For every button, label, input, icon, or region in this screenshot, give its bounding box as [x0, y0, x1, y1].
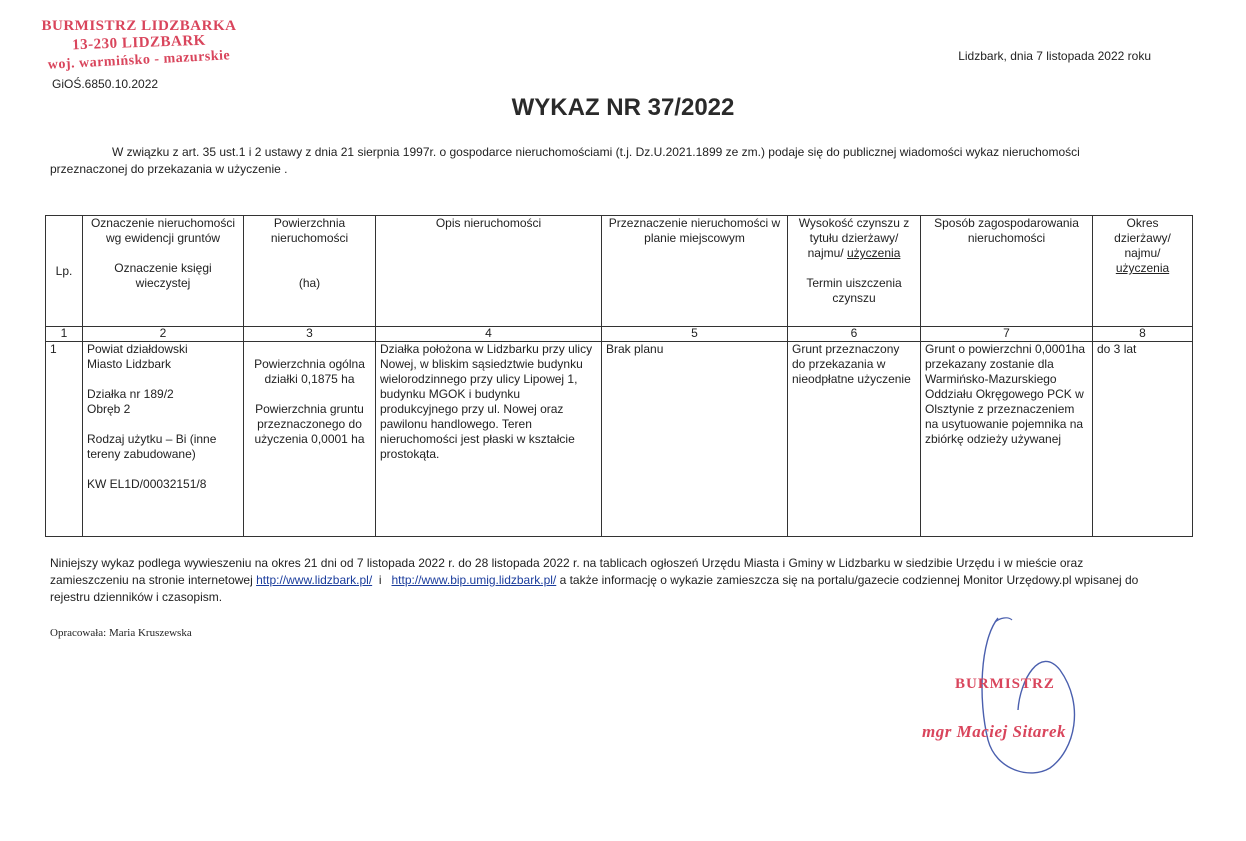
property-list-table — [45, 215, 1193, 537]
column-number: 7 — [921, 327, 1093, 342]
header-description: Opis nieruchomości — [376, 216, 602, 327]
header-area-label: Powierzchnia nieruchomości — [270, 216, 349, 245]
stamp-line-1: BURMISTRZ LIDZBARKA — [41, 18, 237, 34]
row-use: Grunt o powierzchni 0,0001ha przekazany zostanie dla Warmińsko-Mazurskiego Oddziału Okręgowego PCK w Olsztynie z przeznaczeniem na usytuowanie pojemnika na zbiórkę odzieży używanej — [921, 342, 1093, 537]
intro-paragraph: W związku z art. 35 ust.1 i 2 ustawy z dnia 21 sierpnia 1997r. o gospodarce nieruchomościami (t.j. Dz.U.2021.1899 ze zm.) podaje się do publicznej wiadomości wykaz nieruchomości przeznaczonej do przekazania w użyczenie . — [50, 145, 1080, 176]
column-number: 8 — [1093, 327, 1193, 342]
table-row — [46, 342, 1193, 537]
row-zoning: Brak planu — [602, 342, 788, 537]
row-lp: 1 — [46, 342, 83, 537]
header-land-register: Oznaczenie księgi wieczystej — [114, 261, 212, 290]
row-parcel — [83, 342, 244, 537]
official-stamp — [34, 18, 244, 73]
row-rent: Grunt przeznaczony do przekazania w nieodpłatne użyczenie — [788, 342, 921, 537]
footer-notice: Niniejszy wykaz podlega wywieszeniu na okres 21 dni od 7 listopada 2022 r. do 28 listopada 2022 r. na tablicach ogłoszeń Urzędu Miasta i Gminy w Lidzbarku w siedzibie Urzędu i w mieście oraz zamieszczeniu na stronie internetowej http://www.lidzbark.pl/ i http://www.bip.umig.lidzbark.pl/ a także informację o wykazie zamieszcza się na portalu/gazecie codziennej Monitor Urzędowy.pl wpisanej do rejestru dzienników i czasopism. — [50, 556, 1139, 604]
column-number: 5 — [602, 327, 788, 342]
row-description: Działka położona w Lidzbarku przy ulicy Nowej, w bliskim sąsiedztwie budynku wielorodzinnego przy ulicy Lipowej 1, budynku MGOK i budynku produkcyjnego przy ul. Nowej oraz pawilonu handlowego. Teren nieruchomości jest płaski w kształcie prostokąta. — [376, 342, 602, 537]
header-period: Okres dzierżawy/ najmu/ użyczenia — [1093, 216, 1193, 327]
row-land-register: KW EL1D/00032151/8 — [87, 477, 207, 491]
header-parcel-designation — [83, 216, 244, 327]
header-lp: Lp. — [46, 216, 83, 327]
table-header-row — [46, 216, 1193, 327]
row-precinct: Obręb 2 — [87, 402, 131, 416]
row-period: do 3 lat — [1093, 342, 1193, 537]
row-area — [244, 342, 376, 537]
header-area — [244, 216, 376, 327]
row-parcel-number: Działka nr 189/2 — [87, 387, 174, 401]
stamp-line-2: 13-230 LIDZBARK — [71, 32, 207, 54]
stamp-line-3: woj. warmińsko - mazurskie — [47, 48, 231, 73]
reference-number: GiOŚ.6850.10.2022 — [52, 77, 159, 91]
column-number: 3 — [244, 327, 376, 342]
header-rent-term: Termin uiszczenia czynszu — [806, 276, 902, 305]
signature-title: BURMISTRZ — [955, 676, 1055, 692]
column-number-row — [46, 327, 1193, 342]
signature-name: mgr Maciej Sitarek — [922, 722, 1067, 741]
bip-website-link[interactable]: http://www.bip.umig.lidzbark.pl/ — [391, 573, 557, 587]
header-rent — [788, 216, 921, 327]
row-total-area: Powierzchnia ogólna działki 0,1875 ha — [254, 357, 365, 386]
row-land-use: Rodzaj użytku – Bi (inne tereny zabudowane) — [87, 432, 217, 461]
row-lent-area: Powierzchnia gruntu przeznaczonego do użyczenia 0,0001 ha — [254, 402, 365, 446]
row-county: Powiat działdowski — [87, 342, 188, 356]
document-title: WYKAZ NR 37/2022 — [511, 94, 735, 121]
header-parcel-registry: Oznaczenie nieruchomości wg ewidencji gruntów — [90, 216, 236, 245]
column-number: 1 — [46, 327, 83, 342]
document-date: Lidzbark, dnia 7 listopada 2022 roku — [958, 49, 1151, 63]
row-town: Miasto Lidzbark — [87, 357, 172, 371]
header-zoning: Przeznaczenie nieruchomości w planie miejscowym — [602, 216, 788, 327]
header-area-unit: (ha) — [298, 276, 321, 290]
prepared-by: Opracowała: Maria Kruszewska — [50, 627, 192, 639]
handwritten-signature — [900, 610, 1150, 790]
lidzbark-website-link[interactable]: http://www.lidzbark.pl/ — [256, 573, 373, 587]
column-number: 4 — [376, 327, 602, 342]
header-rent-amount: Wysokość czynszu z tytułu dzierżawy/ najmu/ użyczenia — [798, 216, 910, 260]
column-number: 2 — [83, 327, 244, 342]
header-use: Sposób zagospodarowania nieruchomości — [921, 216, 1093, 327]
column-number: 6 — [788, 327, 921, 342]
